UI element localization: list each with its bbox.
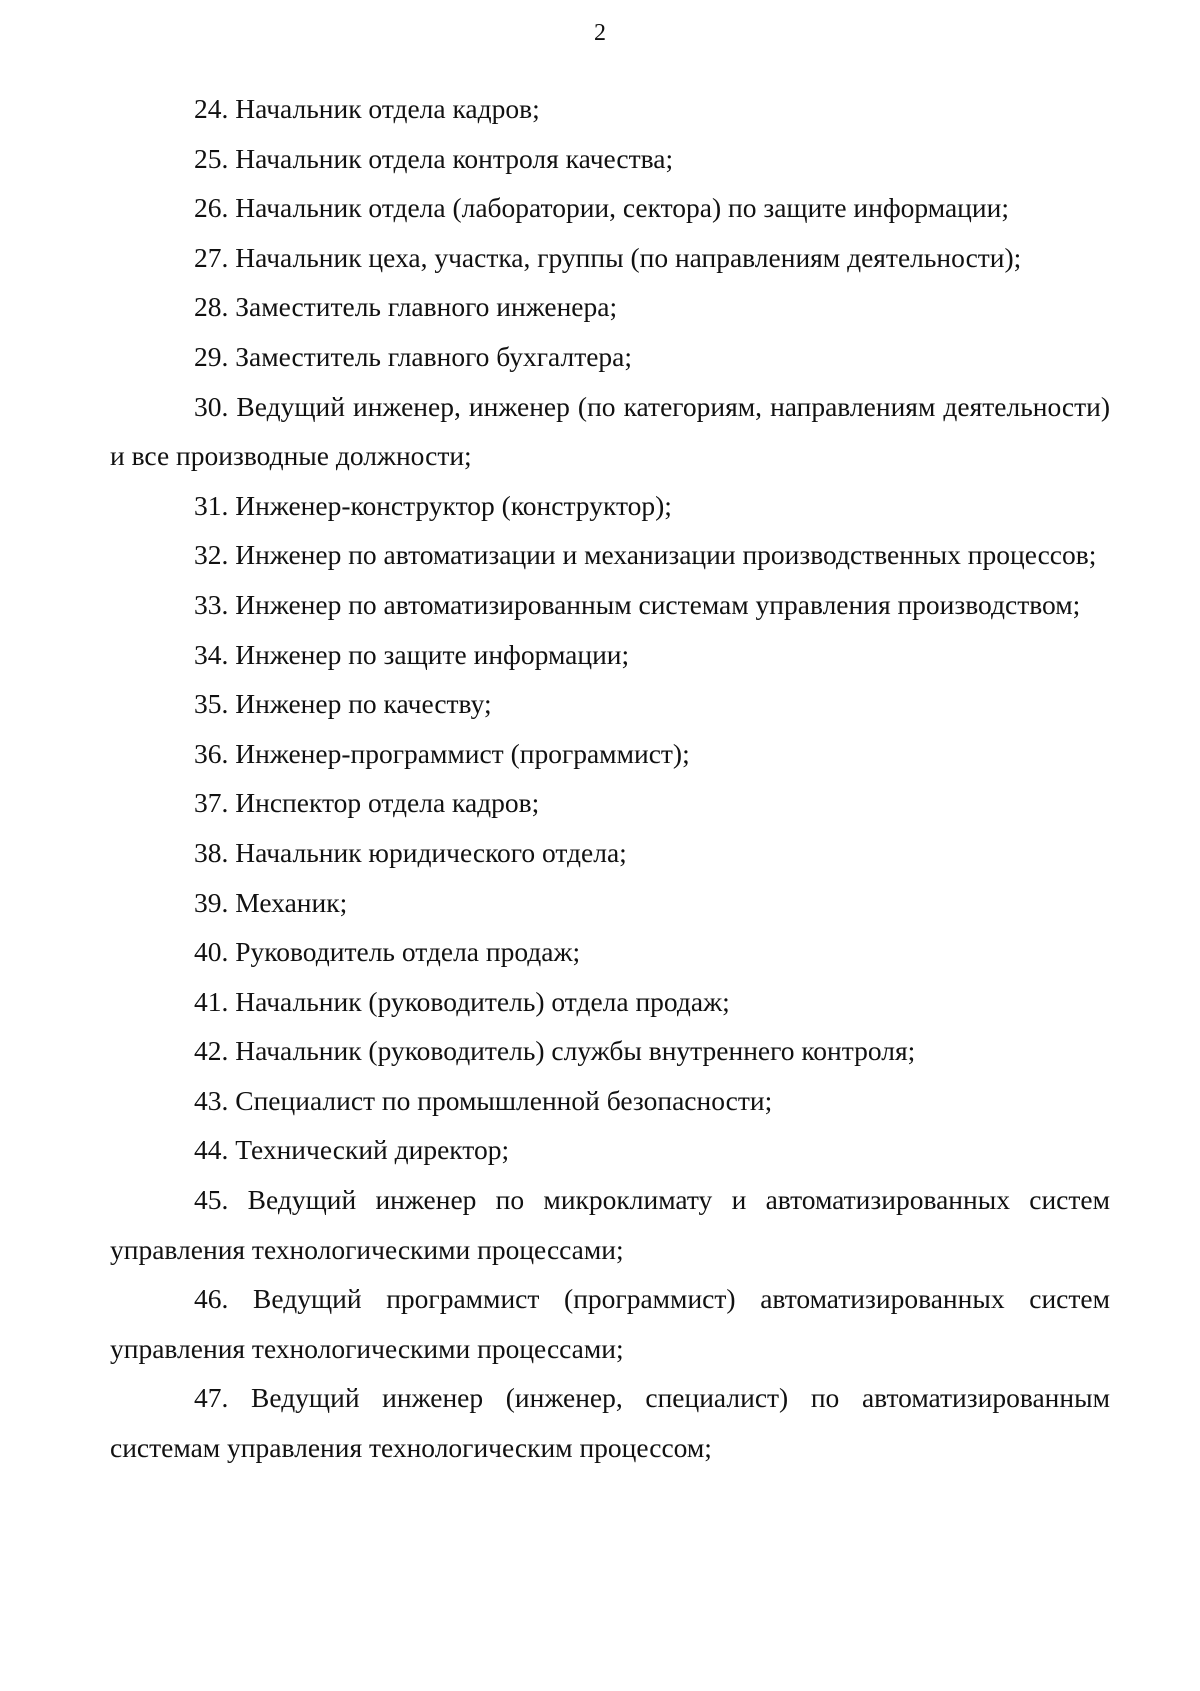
list-item: 32. Инженер по автоматизации и механизации производственных процессов; <box>194 539 1097 571</box>
list-item: 36. Инженер-программист (программист); <box>194 737 690 769</box>
page-number: 2 <box>594 20 606 46</box>
list-item: 44. Технический директор; <box>194 1134 510 1166</box>
list-item: 27. Начальник цеха, участка, группы (по направлениям деятельности); <box>194 241 1022 273</box>
list-item: 45. Ведущий инженер по микроклимату и автоматизированных систем управления технологическими процессами; <box>110 1184 1110 1265</box>
list-item: 34. Инженер по защите информации; <box>194 638 630 670</box>
list-item: 39. Механик; <box>194 886 348 918</box>
position-list <box>110 84 1110 1473</box>
list-item: 31. Инженер-конструктор (конструктор); <box>194 489 672 521</box>
list-item: 43. Специалист по промышленной безопасности; <box>194 1084 773 1116</box>
list-item: 40. Руководитель отдела продаж; <box>194 936 581 968</box>
list-item: 38. Начальник юридического отдела; <box>194 836 627 868</box>
list-item: 42. Начальник (руководитель) службы внутреннего контроля; <box>194 1035 916 1067</box>
list-item: 29. Заместитель главного бухгалтера; <box>194 340 633 372</box>
list-item: 37. Инспектор отдела кадров; <box>194 787 540 819</box>
list-item: 28. Заместитель главного инженера; <box>194 291 618 323</box>
list-item: 41. Начальник (руководитель) отдела продаж; <box>194 985 730 1017</box>
list-item: 47. Ведущий инженер (инженер, специалист) по автоматизированным системам управления технологическим процессом; <box>110 1382 1110 1464</box>
list-item: 24. Начальник отдела кадров; <box>194 93 540 124</box>
list-item: 33. Инженер по автоматизированным системам управления производством; <box>194 588 1081 620</box>
list-item: 25. Начальник отдела контроля качества; <box>194 142 674 174</box>
list-item: 46. Ведущий программист (программист) автоматизированных систем управления технологическими процессами; <box>110 1283 1110 1364</box>
list-item: 35. Инженер по качеству; <box>194 688 492 720</box>
list-item: 26. Начальник отдела (лаборатории, сектора) по защите информации; <box>194 192 1009 224</box>
list-item: 30. Ведущий инженер, инженер (по категориям, направлениям деятельности) и все производные должности; <box>110 390 1110 472</box>
